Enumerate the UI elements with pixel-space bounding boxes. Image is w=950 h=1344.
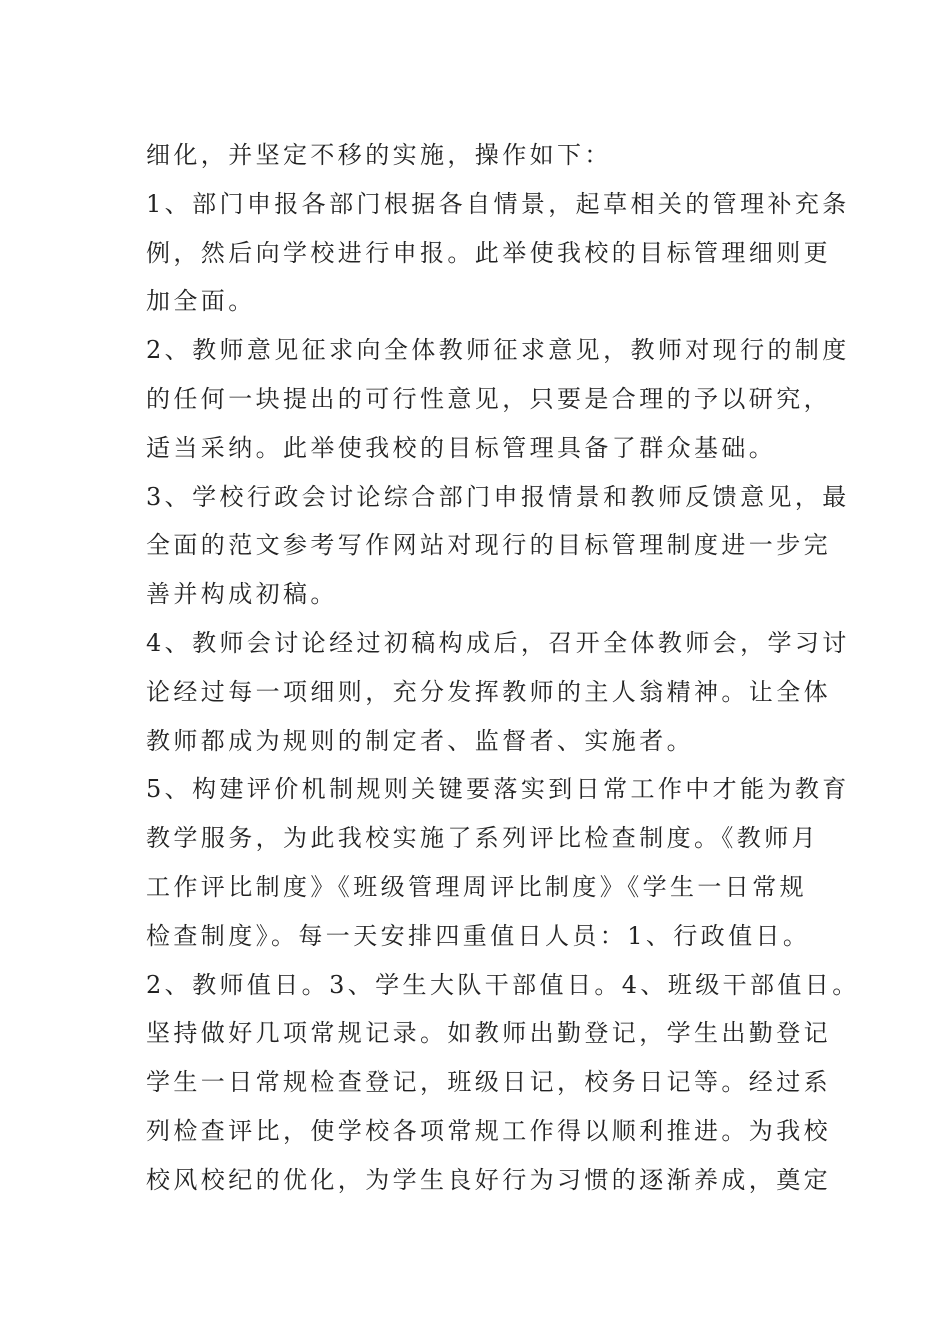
text-line: 教师都成为规则的制定者、监督者、实施者。 xyxy=(146,726,694,755)
text-line: 校风校纪的优化，为学生良好行为习惯的逐渐养成，奠定 xyxy=(146,1165,831,1194)
text-line: 教学服务，为此我校实施了系列评比检查制度。《教师月 xyxy=(146,824,819,853)
text-line: 2、教师意见征求向全体教师征求意见，教师对现行的制度 xyxy=(146,336,850,365)
text-line: 加全面。 xyxy=(146,287,256,316)
text-line: 检查制度》。每一天安排四重值日人员：1、行政值日。 xyxy=(146,921,811,950)
text-line: 坚持做好几项常规记录。如教师出勤登记，学生出勤登记 xyxy=(146,1019,831,1048)
text-line: 的任何一块提出的可行性意见，只要是合理的予以研究， xyxy=(146,384,831,413)
text-line: 2、教师值日。3、学生大队干部值日。4、班级干部值日。 xyxy=(146,970,860,999)
text-line: 3、学校行政会讨论综合部门申报情景和教师反馈意见，最 xyxy=(146,482,850,511)
text-line: 细化，并坚定不移的实施，操作如下： xyxy=(146,141,612,169)
text-line: 工作评比制度》《班级管理周评比制度》《学生一日常规 xyxy=(146,872,807,901)
text-line: 1、部门申报各部门根据各自情景，起草相关的管理补充条 xyxy=(146,189,850,218)
text-line: 论经过每一项细则，充分发挥教师的主人翁精神。让全体 xyxy=(146,677,831,706)
text-line: 学生一日常规检查登记，班级日记，校务日记等。经过系 xyxy=(146,1068,831,1097)
text-line: 5、构建评价机制规则关键要落实到日常工作中才能为教育 xyxy=(146,775,850,804)
body-text xyxy=(146,131,860,1205)
text-line: 例，然后向学校进行申报。此举使我校的目标管理细则更 xyxy=(146,238,831,267)
text-line: 善并构成初稿。 xyxy=(146,580,338,609)
text-line: 列检查评比，使学校各项常规工作得以顺利推进。为我校 xyxy=(146,1116,831,1145)
text-line: 全面的范文参考写作网站对现行的目标管理制度进一步完 xyxy=(146,531,831,560)
text-line: 4、教师会讨论经过初稿构成后，召开全体教师会，学习讨 xyxy=(146,628,850,657)
text-line: 适当采纳。此举使我校的目标管理具备了群众基础。 xyxy=(146,433,777,462)
